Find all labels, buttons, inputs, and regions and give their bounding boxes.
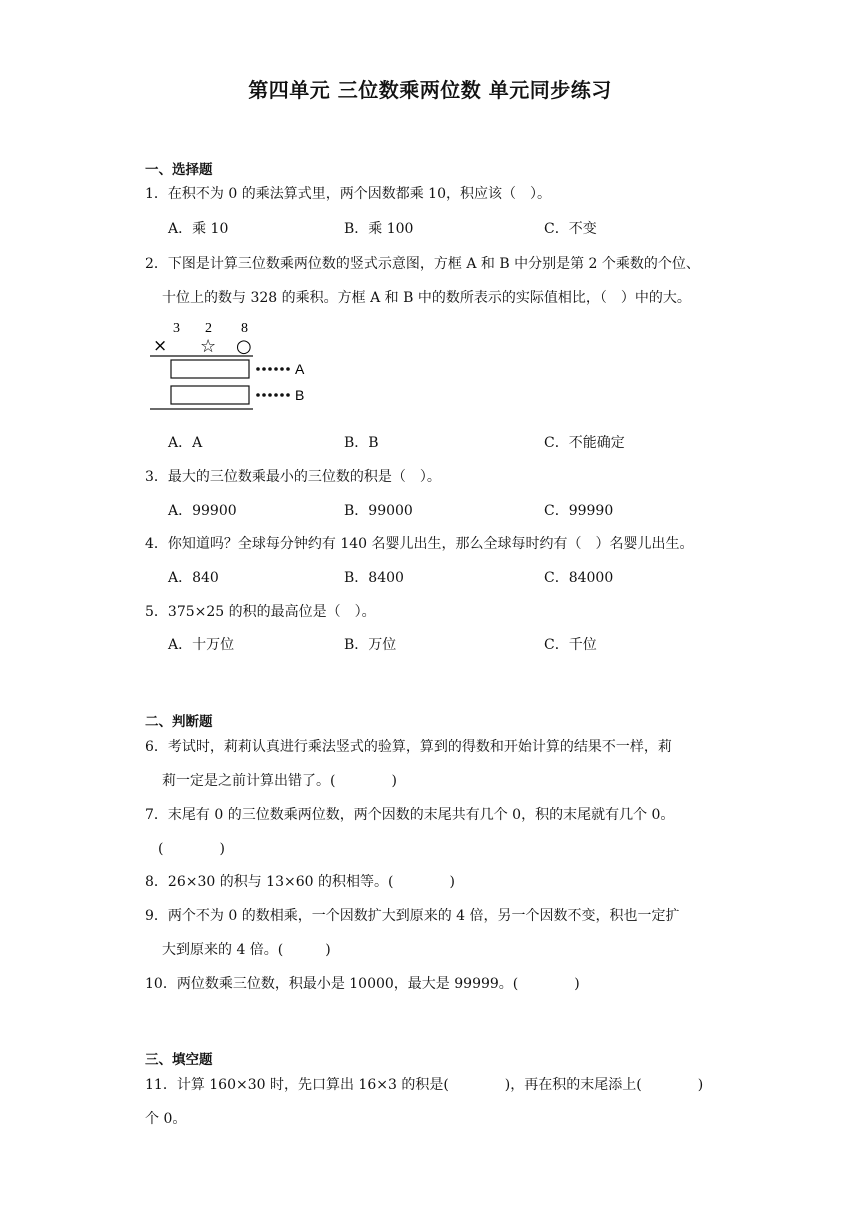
question-1: 1．在积不为 0 的乘法算式里，两个因数都乘 10，积应该（ ）。: [145, 186, 551, 202]
label-b: B: [295, 387, 305, 403]
question-4: 4．你知道吗？全球每分钟约有 140 名婴儿出生，那么全球每时约有（ ）名婴儿出生。: [145, 536, 694, 552]
question-6-line-1: 6．考试时，莉莉认真进行乘法竖式的验算，算到的得数和开始计算的结果不一样，莉: [145, 739, 672, 755]
option-c: C．不能确定: [544, 435, 625, 451]
question-11-line-1: 11．计算 160×30 时，先口算出 16×3 的积是( )，再在积的末尾添上( ): [145, 1077, 704, 1093]
question-5: 5．375×25 的积的最高位是（ ）。: [145, 604, 376, 620]
option-c: C．84000: [544, 570, 614, 586]
section-heading-choice: 一、选择题: [145, 162, 213, 178]
option-a: A．A: [168, 435, 203, 451]
question-7-line-1: 7．末尾有 0 的三位数乘两位数，两个因数的末尾共有几个 0，积的末尾就有几个 0。: [145, 807, 675, 823]
dots-a: [256, 367, 290, 371]
vertical-multiplication-figure: [145, 318, 335, 414]
option-b: B．乘 100: [344, 221, 414, 237]
option-b: B．99000: [344, 503, 413, 519]
digit-8: 8: [241, 321, 248, 336]
digit-2: 2: [205, 321, 212, 336]
box-b: [171, 386, 249, 404]
page-title: 第四单元 三位数乘两位数 单元同步练习: [248, 78, 612, 102]
question-2-line-2: 十位上的数与 328 的乘积。方框 A 和 B 中的数所表示的实际值相比，（ ）中的大。: [162, 290, 691, 306]
section-heading-fill-blank: 三、填空题: [145, 1052, 213, 1068]
question-9-line-1: 9．两个不为 0 的数相乘，一个因数扩大到原来的 4 倍，另一个因数不变，积也一定扩: [145, 908, 680, 924]
times-sign: ×: [153, 336, 168, 356]
option-c: C．不变: [544, 221, 597, 237]
option-b: B．B: [344, 435, 379, 451]
option-a: A．840: [168, 570, 219, 586]
star-icon: ☆: [200, 336, 217, 357]
question-7-line-2: ( ): [158, 841, 225, 857]
option-a: A．99900: [168, 503, 237, 519]
option-b: B．8400: [344, 570, 404, 586]
question-3: 3．最大的三位数乘最小的三位数的积是（ ）。: [145, 469, 441, 485]
question-8: 8．26×30 的积与 13×60 的积相等。( ): [145, 874, 455, 890]
option-b: B．万位: [344, 637, 397, 653]
circle-icon: ○: [236, 336, 252, 357]
label-a: A: [295, 361, 305, 377]
dots-b: [256, 393, 290, 397]
option-c: C．千位: [544, 637, 597, 653]
question-10: 10．两位数乘三位数，积最小是 10000，最大是 99999。( ): [145, 976, 580, 992]
option-c: C．99990: [544, 503, 614, 519]
question-11-line-2: 个 0。: [145, 1111, 187, 1127]
question-9-line-2: 大到原来的 4 倍。( ): [162, 942, 331, 958]
option-a: A．乘 10: [168, 221, 229, 237]
digit-3: 3: [173, 321, 180, 336]
box-a: [171, 360, 249, 378]
question-2-line-1: 2．下图是计算三位数乘两位数的竖式示意图，方框 A 和 B 中分别是第 2 个乘数的个位、: [145, 256, 700, 272]
section-heading-judgment: 二、判断题: [145, 714, 213, 730]
question-6-line-2: 莉一定是之前计算出错了。( ): [162, 773, 397, 789]
option-a: A．十万位: [168, 637, 235, 653]
